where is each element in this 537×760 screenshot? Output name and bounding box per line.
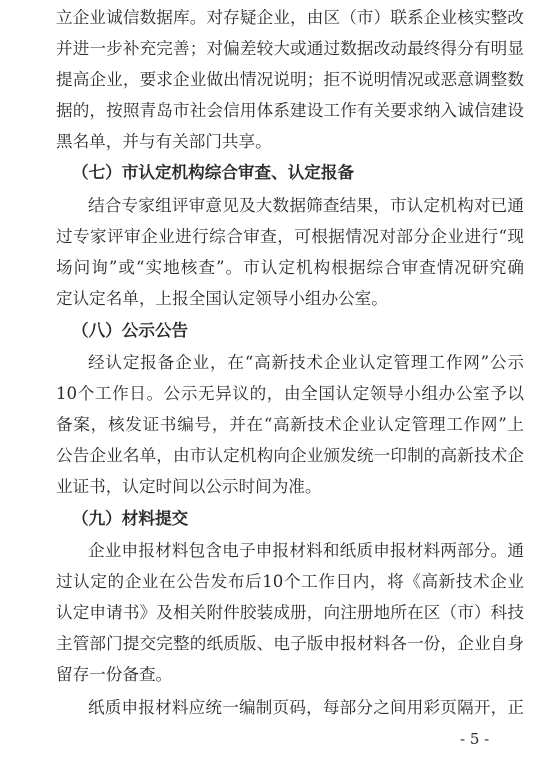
text-line: 过认定的企业在公告发布后10个工作日内，将《高新技术企业 (56, 572, 524, 591)
text-line: 据的，按照青岛市社会信用体系建设工作有关要求纳入诚信建设 (56, 101, 524, 120)
text-line: 主管部门提交完整的纸质版、电子版申报材料各一份，企业自身 (56, 634, 524, 653)
text-line: 业证书，认定时间以公示时间为准。 (56, 477, 322, 496)
section-heading-8: （八）公示公告 (72, 320, 189, 340)
text-line: 过专家评审企业进行综合审查，可根据情况对部分企业进行“现 (56, 227, 524, 246)
text-line: 认定申请书》及相关附件胶装成册，向注册地所在区（市）科技 (56, 603, 524, 622)
text-line: 备案，核发证书编号，并在“高新技术企业认定管理工作网”上 (56, 415, 524, 434)
text-line: 纸质申报材料应统一编制页码，每部分之间用彩页隔开，正 (88, 698, 524, 717)
text-line: 定认定名单，上报全国认定领导小组办公室。 (56, 289, 388, 308)
text-line: 留存一份备查。 (56, 665, 173, 684)
text-line: 结合专家组评审意见及大数据筛查结果，市认定机构对已通 (88, 196, 524, 215)
page-number: - 5 - (460, 730, 490, 748)
text-line: 企业申报材料包含电子申报材料和纸质申报材料两部分。通 (88, 541, 524, 560)
section-heading-9: （九）材料提交 (72, 508, 189, 528)
text-line: 公告企业名单，由市认定机构向企业颁发统一印制的高新技术企 (56, 446, 524, 465)
text-line: 场问询”或“实地核查”。市认定机构根据综合审查情况研究确 (56, 258, 524, 277)
text-line: 立企业诚信数据库。对存疑企业，由区（市）联系企业核实整改 (56, 8, 524, 27)
text-line: 10个工作日。公示无异议的，由全国认定领导小组办公室予以 (56, 384, 524, 403)
text-line: 提高企业，要求企业做出情况说明；拒不说明情况或恶意调整数 (56, 70, 524, 89)
text-line: 并进一步补充完善；对偏差较大或通过数据改动最终得分有明显 (56, 39, 524, 58)
section-heading-7: （七）市认定机构综合审查、认定报备 (72, 162, 355, 182)
text-line: 经认定报备企业，在“高新技术企业认定管理工作网”公示 (88, 353, 524, 372)
text-line: 黑名单，并与有关部门共享。 (56, 132, 272, 151)
